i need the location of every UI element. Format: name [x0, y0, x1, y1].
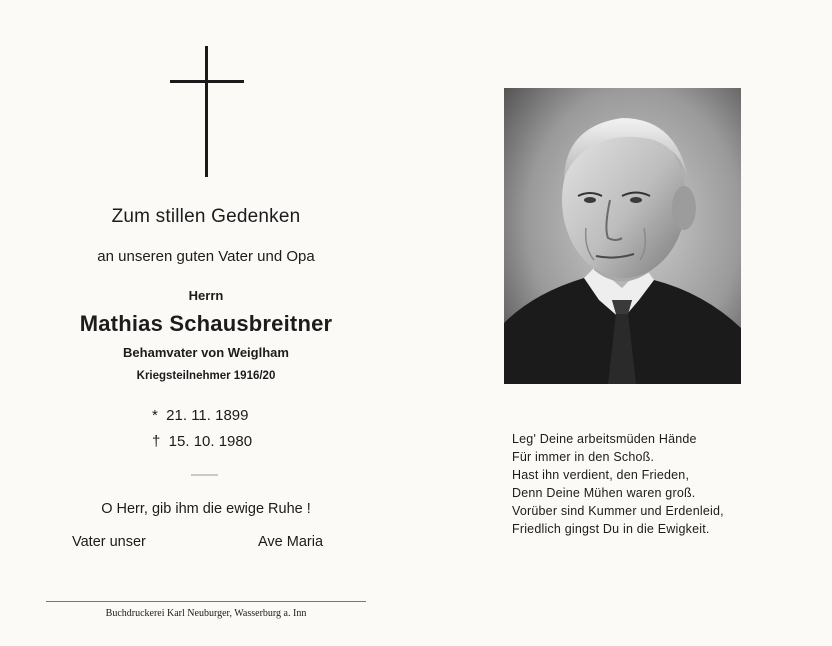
prayer-line: O Herr, gib ihm die ewige Ruhe !	[101, 501, 311, 517]
death-date: † 15. 10. 1980	[152, 433, 253, 450]
poem-line: Leg' Deine arbeitsmüden Hände	[512, 432, 697, 446]
divider-dash	[191, 474, 218, 476]
printer-divider	[46, 601, 366, 602]
portrait-photo	[504, 88, 741, 384]
prayer-our-father: Vater unser	[72, 534, 146, 550]
war-service-line: Kriegsteilnehmer 1916/20	[136, 370, 276, 382]
occupation-line: Behamvater von Weiglham	[123, 345, 289, 360]
poem	[512, 430, 724, 538]
poem-line: Hast ihn verdient, den Frieden,	[512, 468, 690, 482]
deceased-name: Mathias Schausbreitner	[79, 311, 333, 336]
prayer-hail-mary: Ave Maria	[258, 534, 324, 550]
dedication-line: an unseren guten Vater und Opa	[97, 248, 315, 265]
printer-credit: Buchdruckerei Karl Neuburger, Wasserburg a. Inn	[105, 608, 307, 619]
cross-vertical-bar	[205, 46, 208, 177]
cross-horizontal-bar	[170, 80, 244, 83]
memorial-heading: Zum stillen Gedenken	[111, 206, 301, 227]
poem-line: Für immer in den Schoß.	[512, 450, 655, 464]
portrait-illustration	[504, 88, 741, 384]
poem-line: Vorüber sind Kummer und Erdenleid,	[512, 504, 724, 518]
poem-line: Denn Deine Mühen waren groß.	[512, 486, 696, 500]
salutation: Herrn	[188, 288, 224, 303]
poem-line: Friedlich gingst Du in die Ewigkeit.	[512, 522, 710, 536]
birth-date: * 21. 11. 1899	[152, 407, 249, 424]
